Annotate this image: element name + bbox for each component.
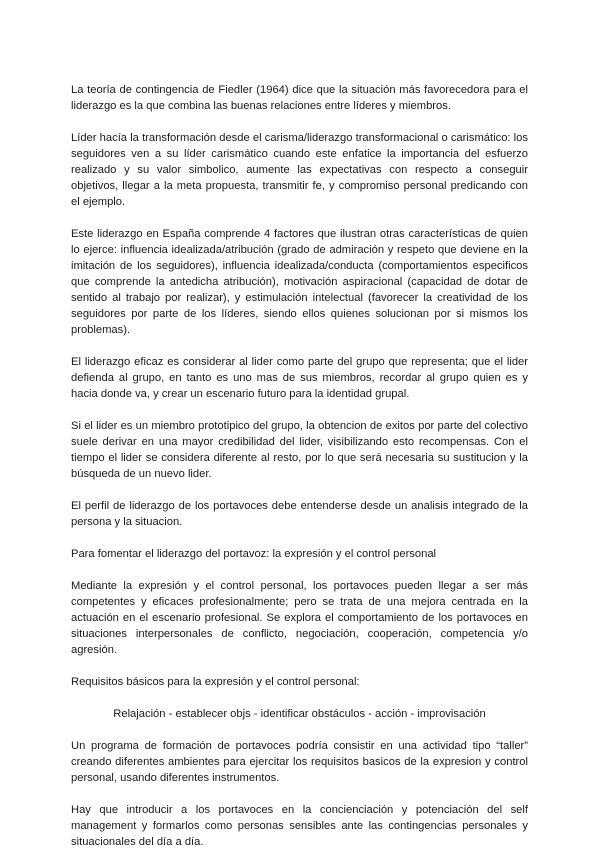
paragraph-spokesperson-profile: El perfil de liderazgo de los portavoces debe entenderse desde un analisis integrado de la persona y la situacion.	[71, 500, 528, 528]
paragraph-expression-control: Mediante la expresión y el control personal, los portavoces pueden llegar a ser más competentes y eficaces profesionalmente; pero se trata de una mejora centrada en la actuación en el escenario profesional. Se explora el comportamiento de los portavoces en situaciones interpersonales de conflicto, negociación, cooperación, competencia y/o agresión.	[71, 580, 528, 656]
paragraph-charismatic-leader: Líder hacía la transformación desde el carisma/liderazgo transformacional o carismático: los seguidores ven a su líder carismático cuando este enfatice la importancia del esfuerzo realizado y su valor simbolico, aumente las expectativas con respecto a conseguir objetivos, llegar a la meta propuesta, transmitir fe, y compromiso personal predicando con el ejemplo.	[71, 132, 528, 208]
paragraph-training-program: Un programa de formación de portavoces podría consistir en una actividad tipo “taller” creando diferentes ambientes para ejercitar los requisitos basicos de la expresion y control personal, usando diferentes instrumentos.	[71, 740, 528, 784]
requirements-list: Relajación - establecer objs - identificar obstáculos - acción - improvisación	[113, 708, 486, 720]
paragraph-prototypical-leader: Si el lider es un miembro prototipico del grupo, la obtencion de exitos por parte del colectivo suele derivar en una mayor credibilidad del lider, visibilizando esto recompensas. Con el tiempo el lider se considera diferente al resto, por lo que será necesaria su sustitucion y la búsqueda de un nuevo lider.	[71, 420, 528, 480]
document-page	[71, 82, 528, 866]
requirements-heading: Requisitos básicos para la expresión y el control personal:	[71, 676, 360, 688]
section-heading-expression-control: Para fomentar el liderazgo del portavoz: la expresión y el control personal	[71, 548, 437, 560]
paragraph-fiedler-theory: La teoría de contingencia de Fiedler (1964) dice que la situación más favorecedora para el liderazgo es la que combina las buenas relaciones entre líderes y miembros.	[71, 84, 528, 112]
paragraph-self-management: Hay que introducir a los portavoces en la concienciación y potenciación del self management y formarlos como personas sensibles ante las contingencias personales y situacionales del día a día.	[71, 804, 528, 848]
paragraph-effective-leadership: El liderazgo eficaz es considerar al lider como parte del grupo que representa; que el lider defienda al grupo, en tanto es uno mas de sus miembros, recordar al grupo quien es y hacia donde va, y crear un escenario futuro para la identidad grupal.	[71, 356, 528, 400]
paragraph-leadership-factors: Este liderazgo en España comprende 4 factores que ilustran otras características de quien lo ejerce: influencia idealizada/atribución (grado de admiración y respeto que deviene en la imitación de los seguidores), influencia idealizada/conducta (comportamientos especificos que comprende la antedicha atribución), motivación aspiracional (capacidad de dotar de sentido al trabajo por realizar), y estimulación intelectual (favorecer la creatividad de los seguidores por parte de los líderes, siendo ellos quienes solucionan por si mismos los problemas).	[71, 228, 528, 336]
